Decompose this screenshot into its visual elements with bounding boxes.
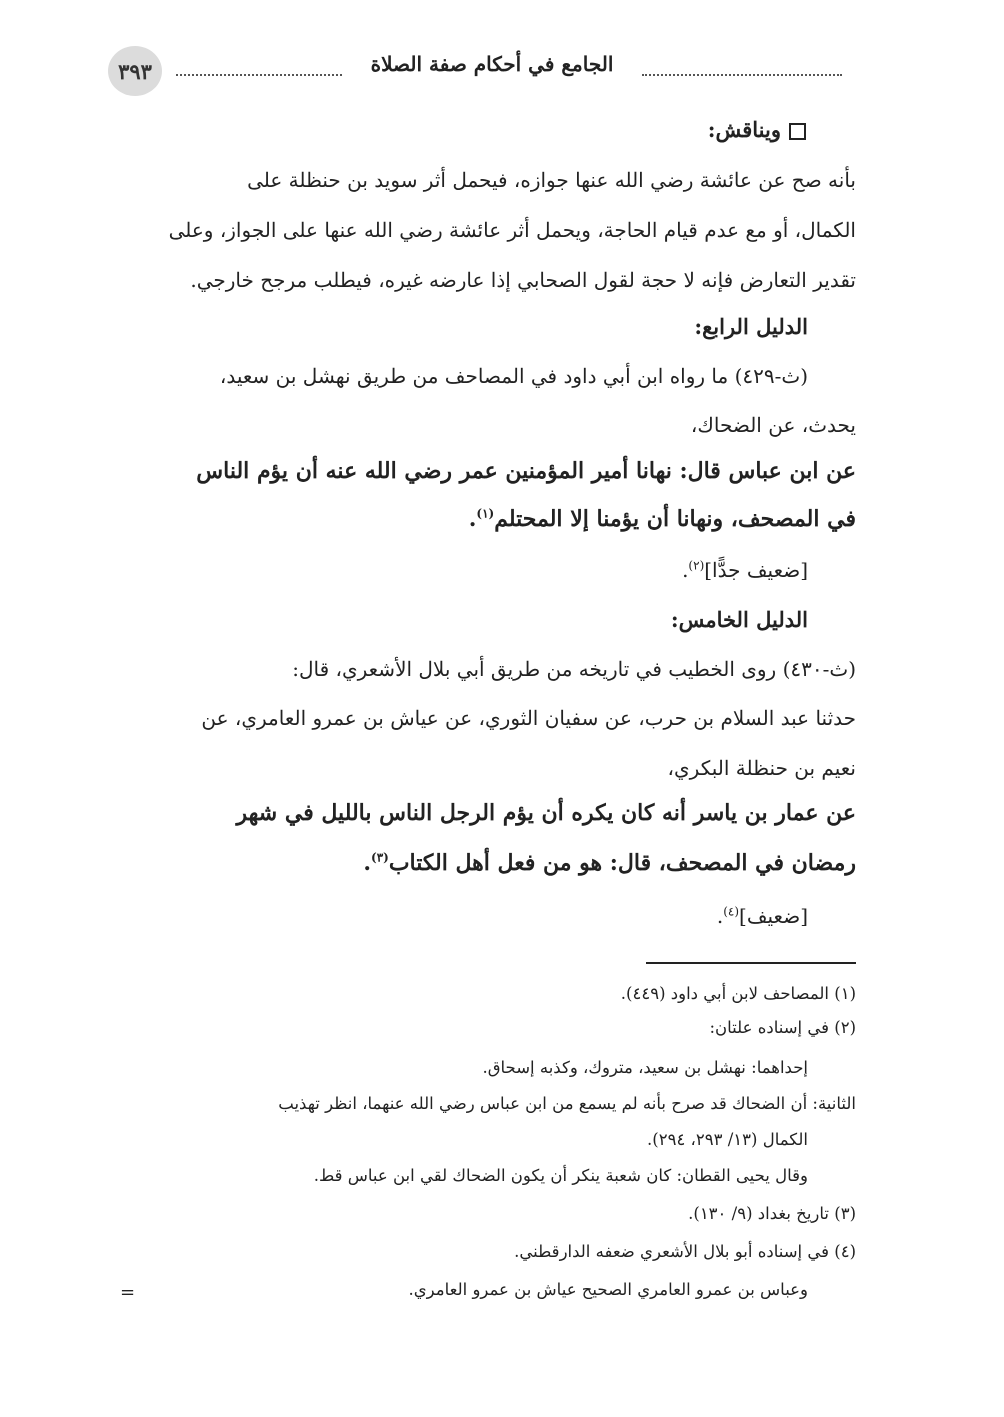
narration-intro-line: نعيم بن حنظلة البكري،: [667, 756, 856, 780]
quoted-text: في المصحف، ونهانا أن يؤمنا إلا المحتلم: [494, 506, 856, 532]
footnote-2-point: الكمال (١٣/ ٢٩٣، ٢٩٤).: [647, 1130, 808, 1149]
quoted-text-line: عن ابن عباس قال: نهانا أمير المؤمنين عمر رضي الله عنه أن يؤم الناس: [196, 458, 856, 484]
paragraph-line: بأنه صح عن عائشة رضي الله عنها جوازه، فيحمل أثر سويد بن حنظلة على: [247, 168, 856, 192]
page-number: ٣٩٣: [108, 46, 162, 96]
narration-intro-line: (ث-٤٢٩) ما رواه ابن أبي داود في المصاحف من طريق نهشل بن سعيد،: [219, 364, 808, 388]
footnote-ref: (٤): [723, 904, 740, 919]
paragraph-line: الكمال، أو مع عدم قيام الحاجة، ويحمل أثر عائشة رضي الله عنها على الجواز، وعلى: [168, 218, 856, 242]
punctuation: .: [468, 506, 477, 532]
footnote-separator: [646, 962, 856, 964]
grading-text: [ضعيف]: [739, 904, 808, 928]
footnote-4: (٤) في إسناده أبو بلال الأشعري ضعفه الدارقطني.: [514, 1242, 856, 1261]
footnote-ref: (٢): [688, 558, 705, 573]
footnote-2-point: وقال يحيى القطان: كان شعبة ينكر أن يكون الضحاك لقي ابن عباس قط.: [313, 1166, 808, 1185]
narration-intro-line: (ث-٤٣٠) روى الخطيب في تاريخه من طريق أبي بلال الأشعري، قال:: [292, 657, 856, 681]
footnote-ref: (٣): [371, 850, 389, 865]
header-dotted-leader-right: [642, 60, 842, 76]
narration-intro-line: يحدث، عن الضحاك،: [690, 413, 856, 437]
punctuation: .: [682, 558, 689, 582]
punctuation: .: [363, 850, 371, 876]
quoted-text-line: [469, 506, 856, 532]
continuation-mark: =: [120, 1282, 136, 1303]
narration-intro-line: حدثنا عبد السلام بن حرب، عن سفيان الثوري، عن عياش بن عمرو العامري، عن: [201, 706, 856, 730]
footnote-ref: (١): [476, 506, 495, 521]
grading-line: [717, 904, 808, 928]
fourth-evidence-heading: الدليل الرابع:: [694, 314, 808, 339]
footnote-2: (٢) في إسناده علتان:: [709, 1018, 856, 1037]
footnote-2-point: الثانية: أن الضحاك قد صرح بأنه لم يسمع من ابن عباس رضي الله عنهما، انظر تهذيب: [278, 1094, 856, 1113]
quoted-text-line: عن عمار بن ياسر أنه كان يكره أن يؤم الرجل الناس بالليل في شهر: [236, 800, 856, 826]
checkbox-square-icon: [789, 123, 806, 140]
footnote-3: (٣) تاريخ بغداد (٩/ ١٣٠).: [688, 1204, 856, 1223]
footnote-4-continuation: وعباس بن عمرو العامري الصحيح عياش بن عمرو العامري.: [408, 1280, 808, 1299]
punctuation: .: [716, 904, 724, 928]
discussion-heading: [708, 117, 806, 142]
footnote-2-point: إحداهما: نهشل بن سعيد، متروك، وكذبه إسحاق.: [482, 1058, 808, 1077]
running-header-title: الجامع في أحكام صفة الصلاة: [370, 52, 614, 76]
header-dotted-leader-left: [176, 60, 342, 76]
grading-line: [682, 558, 808, 582]
fifth-evidence-heading: الدليل الخامس:: [670, 607, 808, 632]
footnote-1: (١) المصاحف لابن أبي داود (٤٤٩).: [620, 984, 856, 1003]
discussion-heading-label: ويناقش:: [707, 117, 781, 142]
grading-text: [ضعيف جدًّا]: [704, 558, 808, 582]
quoted-text-line: [363, 850, 856, 876]
paragraph-line: تقدير التعارض فإنه لا حجة لقول الصحابي إذا عارضه غيره، فيطلب مرجح خارجي.: [190, 268, 856, 292]
quoted-text: رمضان في المصحف، قال: هو من فعل أهل الكتاب: [388, 850, 856, 876]
